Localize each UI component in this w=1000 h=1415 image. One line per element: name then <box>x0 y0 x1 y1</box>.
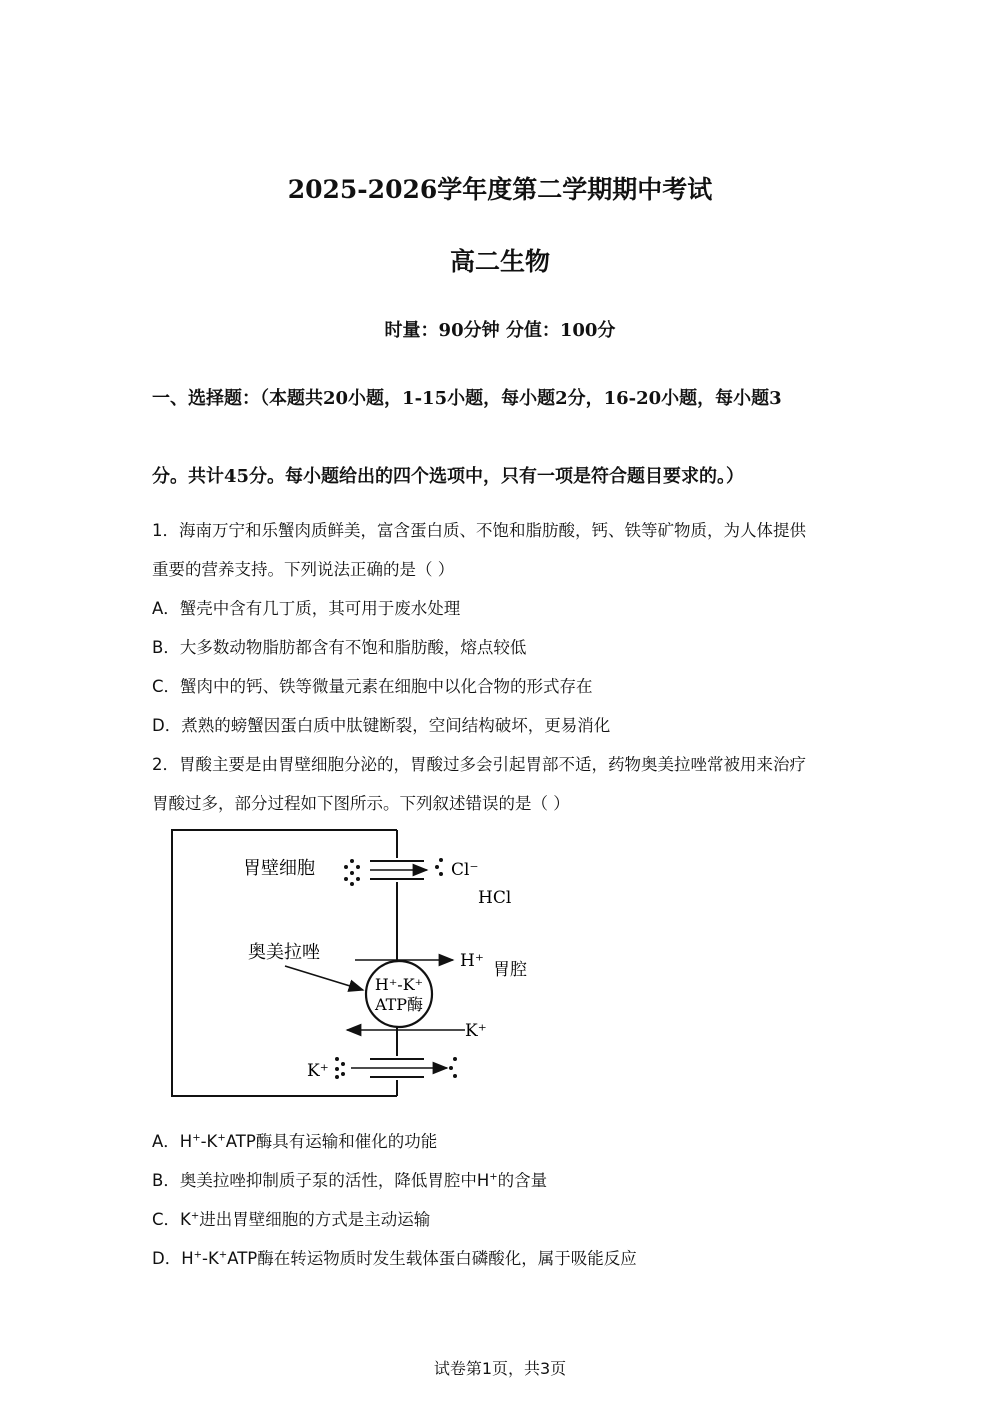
drug-label: 奥美拉唑 <box>248 942 320 963</box>
k-dots-outside <box>449 1057 457 1078</box>
q2-stem-line2: 胃酸过多，部分过程如下图所示。下列叙述错误的是（ ） <box>152 794 570 813</box>
section-heading-line1: 一、选择题：（本题共20小题，1-15小题，每小题2分，16-20小题，每小题3 <box>152 388 782 409</box>
q1-stem-line2: 重要的营养支持。下列说法正确的是（ ） <box>152 560 455 579</box>
q1-stem-line1: 1．海南万宁和乐蟹肉质鲜美，富含蛋白质、不饱和脂肪酸，钙、铁等矿物质，为人体提供 <box>152 521 806 540</box>
k-right-label: K⁺ <box>465 1021 487 1041</box>
k-channel <box>351 1056 447 1080</box>
h-k-atpase <box>366 961 432 1027</box>
cavity-label: 胃腔 <box>493 960 527 980</box>
drug-arrow <box>285 966 363 990</box>
q1-option-a: A．蟹壳中含有几丁质，其可用于废水处理 <box>152 599 461 618</box>
enzyme-label-line1: H⁺-K⁺ <box>374 975 424 994</box>
k-left-label: K⁺ <box>307 1061 329 1081</box>
cl-label: Cl⁻ <box>451 860 479 880</box>
enzyme-label-line2: ATP酶 <box>374 995 424 1014</box>
cell-label: 胃壁细胞 <box>243 858 315 879</box>
exam-title: 2025-2026学年度第二学期期中考试 <box>287 175 713 204</box>
section-heading-line2: 分。共计45分。每小题给出的四个选项中，只有一项是符合题目要求的。） <box>152 466 745 487</box>
k-dots-inside <box>335 1057 345 1079</box>
q1-option-d: D．煮熟的螃蟹因蛋白质中肽键断裂，空间结构破坏，更易消化 <box>152 716 611 735</box>
h-label: H⁺ <box>460 951 484 971</box>
hcl-label: HCl <box>478 888 512 908</box>
page-footer: 试卷第1页，共3页 <box>433 1359 567 1378</box>
q2-option-d: D．H+-K+ATP酶在转运物质时发生载体蛋白磷酸化，属于吸能反应 <box>152 1249 637 1268</box>
q1-option-c: C．蟹肉中的钙、铁等微量元素在细胞中以化合物的形式存在 <box>152 677 593 696</box>
cl-channel <box>370 858 427 882</box>
cl-dots-outside <box>435 858 443 876</box>
q2-option-b: B．奥美拉唑抑制质子泵的活性，降低胃腔中H+的含量 <box>152 1171 548 1190</box>
subject-title: 高二生物 <box>449 247 550 276</box>
gastric-parietal-cell-diagram <box>165 823 545 1108</box>
cl-dots-inside <box>344 859 360 886</box>
exam-meta: 时量：90分钟 分值：100分 <box>384 320 616 341</box>
q2-option-a: A．H+-K+ATP酶具有运输和催化的功能 <box>152 1132 438 1151</box>
q2-stem-line1: 2．胃酸主要是由胃壁细胞分泌的，胃酸过多会引起胃部不适，药物奥美拉唑常被用来治疗 <box>152 755 806 774</box>
q1-option-b: B．大多数动物脂肪都含有不饱和脂肪酸，熔点较低 <box>152 638 527 657</box>
q2-option-c: C．K+进出胃壁细胞的方式是主动运输 <box>152 1210 431 1229</box>
